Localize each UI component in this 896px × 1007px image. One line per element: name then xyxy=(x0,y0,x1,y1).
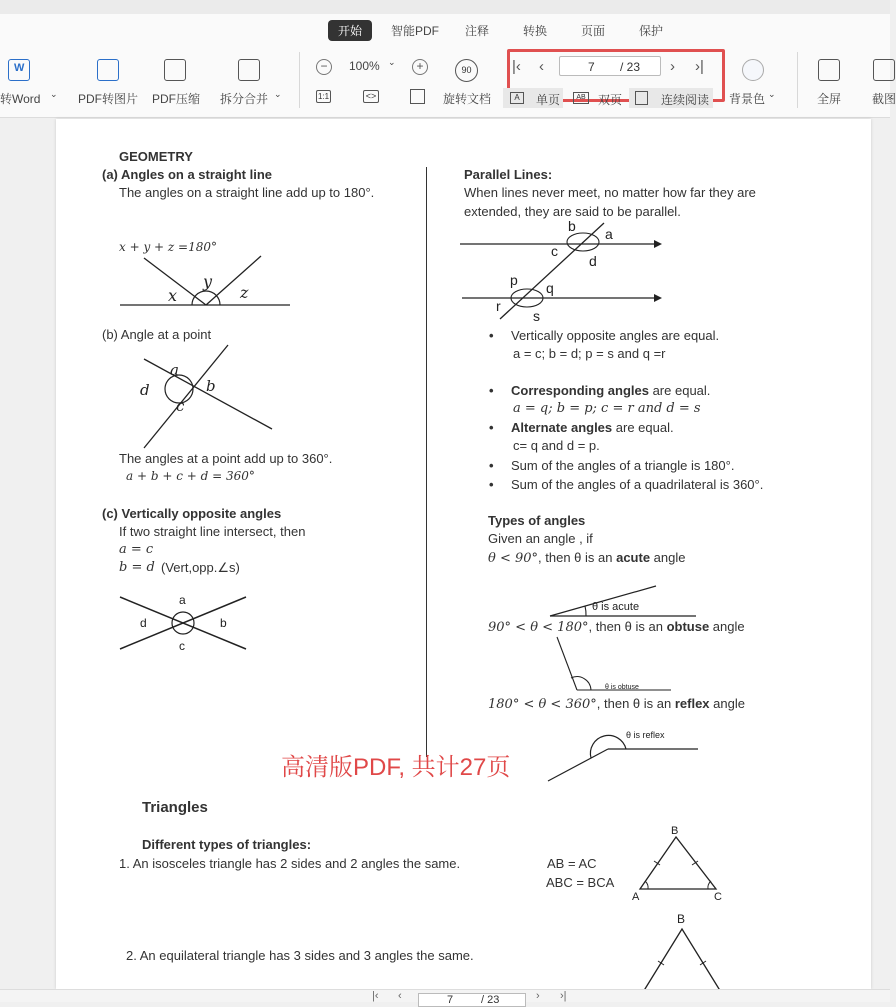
toolbar-divider xyxy=(797,52,798,108)
label-x: x xyxy=(168,286,178,305)
watermark-text: 高清版PDF, 共计27页 xyxy=(281,754,511,781)
straight-line-angles-diagram xyxy=(116,252,296,308)
section-c-eq2-note: (Vert,opp.∠s) xyxy=(161,560,240,575)
last-page-icon[interactable]: ›| xyxy=(560,990,567,1002)
image-icon xyxy=(97,59,119,81)
section-c-text: If two straight line intersect, then xyxy=(119,524,306,539)
section-c-title: (c) Vertically opposite angles xyxy=(102,506,282,521)
zoom-out-icon[interactable]: − xyxy=(316,59,332,75)
isosceles-eq2: ABC = BCA xyxy=(546,875,615,890)
label-r: r xyxy=(496,298,501,314)
column-divider xyxy=(426,167,427,757)
angle-at-point-diagram xyxy=(136,343,276,453)
fullscreen-icon xyxy=(818,59,840,81)
next-page-icon[interactable]: › xyxy=(536,990,540,1002)
bullet-triangle-sum: • Sum of the angles of a triangle is 180°. xyxy=(511,458,734,473)
prev-page-icon[interactable]: ‹ xyxy=(398,990,402,1002)
tab-start[interactable]: 开始 xyxy=(328,20,372,41)
label-q: q xyxy=(546,280,554,296)
label-b: b xyxy=(206,377,216,395)
actual-size-icon[interactable]: 1:1 xyxy=(317,92,330,101)
bullet-quadrilateral-sum: • Sum of the angles of a quadrilateral is 360°. xyxy=(511,477,763,492)
zoom-level[interactable]: 100% xyxy=(349,59,380,73)
triangle-types-title: Different types of triangles: xyxy=(142,837,312,852)
double-page-button[interactable]: AB 双页 xyxy=(570,88,625,108)
page-heading: GEOMETRY xyxy=(119,149,193,164)
continuous-icon xyxy=(635,91,648,105)
zoom-in-icon[interactable]: + xyxy=(412,59,428,75)
bullet-vertically-opposite: • Vertically opposite angles are equal. xyxy=(511,328,719,343)
label-s: s xyxy=(533,308,540,324)
vertically-opposite-diagram xyxy=(116,589,251,655)
obtuse-angle-diagram xyxy=(551,633,681,695)
section-b-title: (b) Angle at a point xyxy=(102,327,212,342)
tab-convert[interactable]: 转换 xyxy=(523,24,548,38)
section-a-formula: x + y + z =180° xyxy=(119,240,218,254)
bottom-page-input[interactable]: 7 / 23 xyxy=(418,993,526,1007)
single-page-button[interactable]: A 单页 xyxy=(503,88,563,108)
reflex-angle-diagram xyxy=(544,725,704,783)
background-color-icon xyxy=(742,59,764,81)
label-c: c xyxy=(176,397,185,415)
acute-label: θ is acute xyxy=(592,601,640,613)
pdf-to-image-label: PDF转图片 xyxy=(78,92,139,106)
bullet-alternate-sub: c= q and d = p. xyxy=(513,438,600,453)
bullet-alternate: • Alternate angles are equal. xyxy=(511,420,674,435)
word-icon: W xyxy=(8,59,30,81)
label-p: p xyxy=(510,272,518,288)
acute-line: θ < 90°, then θ is an acute angle xyxy=(488,550,686,566)
section-b-text: The angles at a point add up to 360°. xyxy=(119,451,333,466)
label-a: a xyxy=(179,593,186,607)
continuous-read-button[interactable]: 连续阅读 xyxy=(629,88,713,108)
reflex-label: θ is reflex xyxy=(626,730,665,740)
bottom-status-bar xyxy=(0,989,890,1006)
bullet-vertically-opposite-sub: a = c; b = d; p = s and q =r xyxy=(513,346,666,361)
next-page-icon[interactable]: › xyxy=(670,58,675,75)
equilateral-text: 2. An equilateral triangle has 3 sides and 3 angles the same. xyxy=(126,948,474,963)
tab-protect[interactable]: 保护 xyxy=(639,24,664,38)
label-a: a xyxy=(170,361,179,379)
isosceles-eq1: AB = AC xyxy=(547,856,597,871)
ribbon-tabs xyxy=(0,20,890,42)
obtuse-line: 90° < θ < 180°, then θ is an obtuse angle xyxy=(488,619,745,635)
page-number-input[interactable]: 7 / 23 xyxy=(559,56,661,76)
label-B: B xyxy=(671,825,679,837)
label-d: d xyxy=(589,253,597,269)
bullet-corresponding: • Corresponding angles are equal. xyxy=(511,383,710,398)
prev-page-icon[interactable]: ‹ xyxy=(539,58,544,75)
parallel-lines-diagram xyxy=(456,217,666,323)
first-page-icon[interactable]: |‹ xyxy=(512,58,521,75)
document-page xyxy=(56,119,871,989)
tab-annotate[interactable]: 注释 xyxy=(465,24,490,38)
section-a-text: The angles on a straight line add up to 180°. xyxy=(119,185,375,200)
fit-page-icon[interactable] xyxy=(410,89,425,104)
label-C: C xyxy=(714,891,722,903)
types-given: Given an angle , if xyxy=(488,531,593,546)
chevron-down-icon[interactable]: ⌄ xyxy=(388,57,396,67)
split-merge-icon xyxy=(238,59,260,81)
equilateral-triangle-diagram xyxy=(636,909,736,989)
section-a-title: (a) Angles on a straight line xyxy=(102,167,272,182)
fit-width-icon[interactable]: <> xyxy=(363,90,379,103)
to-word-label: 转Word xyxy=(0,92,41,106)
label-y: y xyxy=(203,272,213,291)
section-c-eq1: a = c xyxy=(119,542,154,557)
triangles-title: Triangles xyxy=(142,799,208,816)
label-b: b xyxy=(220,616,227,630)
rotate-icon: 90 xyxy=(455,59,478,82)
pdf-compress-label: PDF压缩 xyxy=(152,92,201,106)
tab-page[interactable]: 页面 xyxy=(581,24,606,38)
bullet-corresponding-sub: a = q; b = p; c = r and d = s xyxy=(513,401,701,416)
label-c: c xyxy=(551,243,558,259)
isosceles-triangle-diagram xyxy=(628,823,728,903)
window-top-strip xyxy=(0,0,890,14)
section-c-eq2: b = d xyxy=(119,560,155,575)
parallel-title: Parallel Lines: xyxy=(464,167,553,182)
first-page-icon[interactable]: |‹ xyxy=(372,990,379,1002)
label-d: d xyxy=(140,616,147,630)
label-c: c xyxy=(179,639,185,653)
chevron-down-icon: ⌄ xyxy=(50,89,58,99)
label-B: B xyxy=(677,912,686,926)
rotate-label: 旋转文档 xyxy=(443,92,492,106)
screenshot-icon xyxy=(873,59,895,81)
section-b-formula: a + b + c + d = 360° xyxy=(126,469,255,483)
split-merge-label: 拆分合并 xyxy=(220,92,269,106)
label-z: z xyxy=(240,283,249,302)
chevron-down-icon: ⌄ xyxy=(274,89,282,99)
toolbar: 开始 智能PDF 注释 转换 页面 保护 W 转Word ⌄ PDF转图片 PDF压缩 拆分合并 ⌄ − 100% ⌄ + 1:1 <> 90 旋转文档 |‹ ‹ 7 / 23 › ›| A 单页 AB 双页 连续阅读 背景色 ⌄ 全屏 截图 xyxy=(0,14,890,118)
label-A: A xyxy=(632,891,640,903)
isosceles-text: 1. An isosceles triangle has 2 sides and 2 angles the same. xyxy=(119,856,461,871)
parallel-text-line2: extended, they are said to be parallel. xyxy=(464,204,681,219)
toolbar-divider xyxy=(299,52,300,108)
tab-smart-pdf[interactable]: 智能PDF xyxy=(391,24,440,38)
label-d: d xyxy=(140,381,150,399)
last-page-icon[interactable]: ›| xyxy=(695,58,704,75)
single-page-icon: A xyxy=(510,92,524,104)
label-b: b xyxy=(568,218,576,234)
double-page-icon: AB xyxy=(573,92,589,104)
obtuse-label: θ is obtuse xyxy=(605,684,639,691)
parallel-text-line1: When lines never meet, no matter how far they are xyxy=(464,185,756,200)
types-of-angles-title: Types of angles xyxy=(488,513,586,528)
acute-angle-diagram xyxy=(546,582,706,620)
compress-icon xyxy=(164,59,186,81)
label-a: a xyxy=(605,226,613,242)
reflex-line: 180° < θ < 360°, then θ is an reflex angle xyxy=(488,696,745,712)
chevron-down-icon: ⌄ xyxy=(768,89,776,99)
